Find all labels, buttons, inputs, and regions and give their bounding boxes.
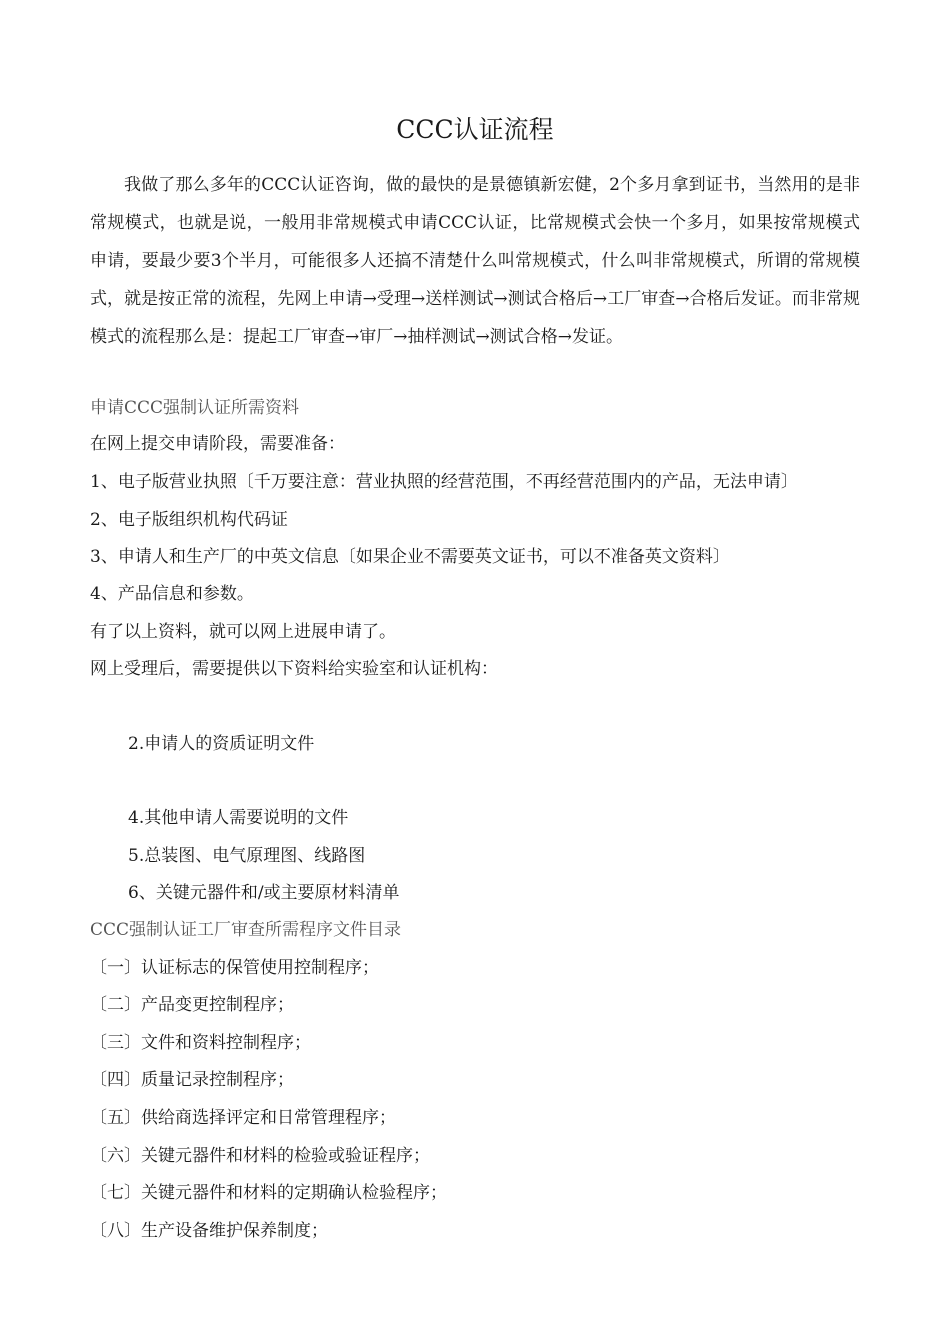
after-accept-text: 网上受理后，需要提供以下资料给实验室和认证机构： — [90, 659, 498, 679]
online-stage-text: 在网上提交申请阶段，需要准备： — [90, 434, 345, 454]
list-item: 〔四〕质量记录控制程序； — [90, 1070, 294, 1090]
list-item: 5.总装图、电气原理图、线路图 — [128, 846, 366, 866]
list-item: 〔五〕供给商选择评定和日常管理程序； — [90, 1108, 396, 1128]
list-item: 〔二〕产品变更控制程序； — [90, 995, 294, 1015]
list-item: 〔三〕文件和资料控制程序； — [90, 1033, 311, 1053]
list-item: 〔六〕关键元器件和材料的检验或验证程序； — [90, 1146, 430, 1166]
list-item: 1、电子版营业执照〔千万要注意：营业执照的经营范围，不再经营范围内的产品，无法申请〕 — [90, 472, 798, 492]
list-item: 2.申请人的资质证明文件 — [128, 734, 315, 754]
document-title: CCC认证流程 — [396, 115, 554, 144]
section-heading-procedures: CCC强制认证工厂审查所需程序文件目录 — [90, 920, 402, 940]
section-heading-materials: 申请CCC强制认证所需资料 — [90, 398, 300, 418]
intro-paragraph: 我做了那么多年的CCC认证咨询，做的最快的是景德镇新宏健，2个多月拿到证书，当然用的是非常规模式，也就是说，一般用非常规模式申请CCC认证，比常规模式会快一个多月，如果按常规模式申请，要最少要3个半月，可能很多人还搞不清楚什么叫常规模式，什么叫非常规模式，所谓的常规模式，就是按正常的流程，先网上申请→受理→送样测试→测试合格后→工厂审查→合格后发证。而非常规模式的流程那么是：提起工厂审查→审厂→抽样测试→测试合格→发证。 — [90, 175, 860, 347]
list-item: 4.其他申请人需要说明的文件 — [128, 808, 349, 828]
list-item: 4、产品信息和参数。 — [90, 584, 254, 604]
list-item: 3、申请人和生产厂的中英文信息〔如果企业不需要英文证书，可以不准备英文资料〕 — [90, 547, 730, 567]
list-item: 6、关键元器件和/或主要原材料清单 — [128, 883, 400, 903]
list-item: 〔一〕认证标志的保管使用控制程序； — [90, 958, 379, 978]
list-item: 〔八〕生产设备维护保养制度； — [90, 1221, 328, 1241]
list-item: 〔七〕关键元器件和材料的定期确认检验程序； — [90, 1183, 447, 1203]
online-done-text: 有了以上资料，就可以网上进展申请了。 — [90, 622, 396, 642]
list-item: 2、电子版组织机构代码证 — [90, 510, 288, 530]
